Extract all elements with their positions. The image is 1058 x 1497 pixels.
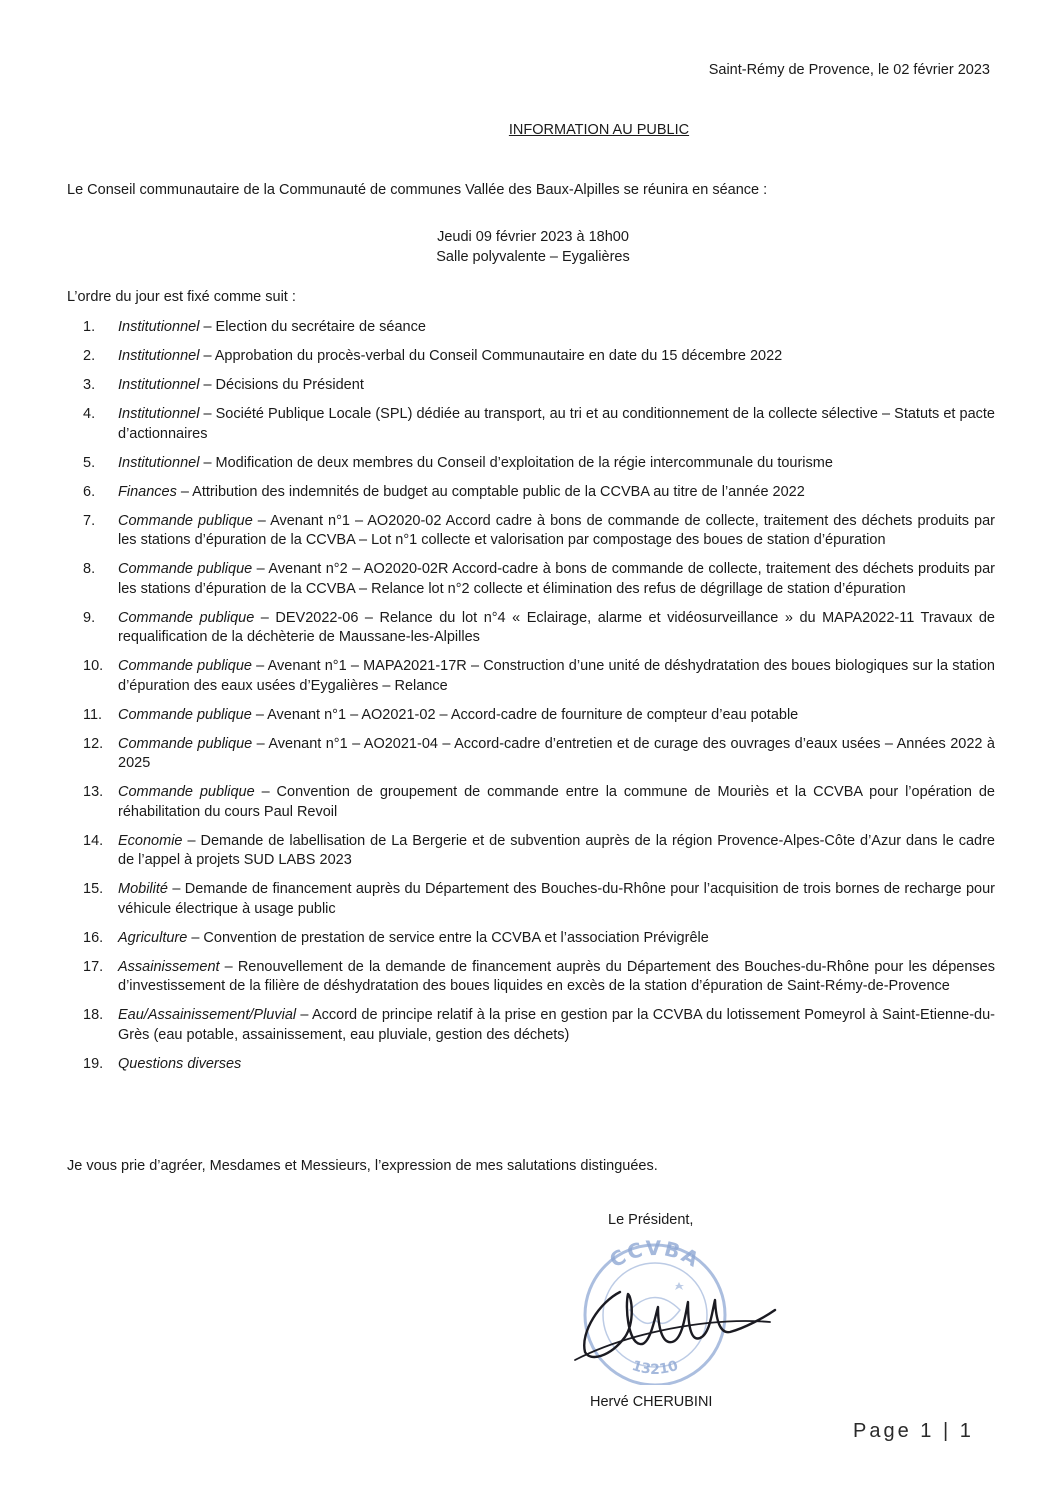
agenda-item-number: 12. <box>83 735 104 752</box>
agenda-item-text: – Accord de principe relatif à la prise en gestion par la CCVBA du lotissement Pomeyrol à Saint-Etienne-du-Grès (eau potable, assainissement, eau pluviale, gestion des déchets) <box>118 1007 995 1043</box>
agenda-item-category: Commande publique <box>118 658 252 674</box>
agenda-item-category: Mobilité <box>118 881 168 897</box>
meeting-datetime: Jeudi 09 février 2023 à 18h00 <box>437 229 629 245</box>
meeting-details <box>0 227 1058 267</box>
agenda-item <box>83 376 995 396</box>
agenda-item-category: Commande publique <box>118 735 253 752</box>
agenda-item-number: 2. <box>83 348 96 364</box>
agenda-item <box>83 929 995 949</box>
agenda-item-number: 4. <box>83 406 96 422</box>
agenda-item-text: – Modification de deux membres du Conseil d’exploitation de la régie intercommunale du tourisme <box>199 454 833 471</box>
agenda-item-text: – Société Publique Locale (SPL) dédiée au transport, au tri et au conditionnement de la collecte sélective – Statuts et pacte d’actionnaires <box>118 406 995 442</box>
agenda-item-text: – Avenant n°1 – AO2021-02 – Accord-cadre de fourniture de compteur d’eau potable <box>251 706 799 723</box>
agenda-item <box>83 347 995 367</box>
agenda-item-text: – Approbation du procès-verbal du Conseil Communautaire en date du 15 décembre 2022 <box>199 348 783 364</box>
agenda-item-text: – DEV2022-06 – Relance du lot n°4 « Eclairage, alarme et vidéosurveillance » du MAPA2022-11 Travaux de requalification de la déchèterie de Maussane-les-Alpilles <box>118 609 995 645</box>
agenda-item <box>83 609 995 648</box>
agenda-item-category: Economie <box>118 832 183 849</box>
agenda-item-number: 6. <box>83 483 96 500</box>
agenda-item-number: 3. <box>83 377 96 393</box>
agenda-item-text: – Election du secrétaire de séance <box>199 319 426 335</box>
page-number: Page 1 | 1 <box>853 1420 974 1442</box>
agenda-item-number: 1. <box>83 319 96 335</box>
agenda-item-text: – Décisions du Président <box>199 377 364 393</box>
agenda-item <box>83 512 995 551</box>
agenda-item-number: 17. <box>83 958 104 975</box>
agenda-item <box>83 783 995 822</box>
agenda-item-category: Questions diverses <box>118 1055 242 1072</box>
agenda-item-text: – Avenant n°1 – AO2020-02 Accord cadre à bons de commande de collecte, traitement des déchets produits par les stations d’épuration de la CCVBA – Lot n°1 collecte et valorisation par compostage des boues de station d’épuration <box>118 512 995 548</box>
signatory-name: Hervé CHERUBINI <box>590 1394 713 1410</box>
agenda-item-number: 19. <box>83 1055 104 1072</box>
agenda-item <box>83 454 995 474</box>
agenda-item-category: Institutionnel <box>118 454 200 471</box>
agenda-item <box>83 1055 995 1075</box>
agenda-item-number: 8. <box>83 561 96 577</box>
agenda-item-category: Eau/Assainissement/Pluvial <box>118 1007 297 1023</box>
agenda-item-category: Assainissement <box>118 958 220 975</box>
agenda-item-text: – Renouvellement de la demande de financement auprès du Département des Bouches-du-Rhône pour les dépenses d’investissement de la filière de déshydratation des boues liquides en excès de la station d’épuration de Saint-Rémy-de-Provence <box>118 958 995 994</box>
agenda-item <box>83 958 995 997</box>
agenda-item-text: – Demande de labellisation de La Bergerie et de subvention auprès de la région Provence-Alpes-Côte d’Azur dans le cadre de l’appel à projets SUD LABS 2023 <box>118 832 995 868</box>
closing-paragraph: Je vous prie d’agréer, Mesdames et Messieurs, l’expression de mes salutations distinguées. <box>67 1158 658 1174</box>
agenda-item-number: 14. <box>83 832 104 849</box>
agenda-item-number: 10. <box>83 658 104 674</box>
agenda-item-text: – Convention de prestation de service entre la CCVBA et l’association Prévigrêle <box>187 929 709 946</box>
agenda-item-number: 9. <box>83 609 96 626</box>
agenda-item-category: Commande publique <box>118 512 253 529</box>
agenda-item <box>83 318 995 338</box>
agenda-item-number: 11. <box>83 706 103 723</box>
agenda-item-category: Agriculture <box>118 929 188 946</box>
agenda-item-category: Commande publique <box>118 561 253 577</box>
agenda-item-category: Finances <box>118 483 177 500</box>
agenda-item-number: 15. <box>83 881 104 897</box>
agenda-item-number: 18. <box>83 1007 104 1023</box>
stamp-bottom-text: 13210 <box>629 1357 681 1378</box>
agenda-item <box>83 405 995 444</box>
agenda-item <box>83 1006 995 1045</box>
agenda-item-text: – Avenant n°1 – AO2021-04 – Accord-cadre d’entretien et de curage des ouvrages d’eaux usées – Années 2022 à 2025 <box>118 735 995 771</box>
agenda-item-text: – Attribution des indemnités de budget au comptable public de la CCVBA au titre de l’année 2022 <box>176 483 805 500</box>
agenda-item-category: Institutionnel <box>118 348 200 364</box>
agenda-item <box>83 657 995 696</box>
document-title: INFORMATION AU PUBLIC <box>508 122 690 138</box>
agenda-item-category: Commande publique <box>118 784 255 800</box>
agenda-item-category: Institutionnel <box>118 319 200 335</box>
agenda-item <box>83 560 995 599</box>
handwritten-signature <box>570 1262 780 1372</box>
agenda-item-category: Commande publique <box>118 706 252 723</box>
agenda-item <box>83 880 995 919</box>
agenda-item-category: Institutionnel <box>118 377 200 393</box>
stamp-top-text: CCVBA <box>605 1235 705 1273</box>
signatory-title: Le Président, <box>608 1212 694 1228</box>
meeting-location: Salle polyvalente – Eygalières <box>436 249 630 265</box>
agenda-list <box>83 318 995 1084</box>
date-line: Saint-Rémy de Provence, le 02 février 2023 <box>708 62 990 78</box>
agenda-item <box>83 832 995 871</box>
agenda-item-number: 5. <box>83 454 96 471</box>
agenda-item <box>83 483 995 503</box>
agenda-item-text: – Avenant n°2 – AO2020-02R Accord-cadre à bons de commande de collecte, traitement des déchets produits par les stations d’épuration de la CCVBA – Relance lot n°2 collecte et élimination des refus de dégrillage de station d’épuration <box>118 561 995 597</box>
agenda-item-number: 13. <box>83 784 104 800</box>
agenda-item-text: – Avenant n°1 – MAPA2021-17R – Construction d’une unité de déshydratation des boues biologiques sur la station d’épuration des eaux usées d’Eygalières – Relance <box>118 658 996 694</box>
intro-paragraph: Le Conseil communautaire de la Communauté de communes Vallée des Baux-Alpilles se réunira en séance : <box>67 182 768 198</box>
agenda-intro: L’ordre du jour est fixé comme suit : <box>67 289 296 305</box>
agenda-item-number: 16. <box>83 929 104 946</box>
agenda-item-category: Institutionnel <box>118 406 200 422</box>
agenda-item <box>83 735 995 774</box>
agenda-item-text: – Demande de financement auprès du Département des Bouches-du-Rhône pour l’acquisition de trois bornes de recharge pour véhicule électrique à usage public <box>118 881 995 917</box>
agenda-item <box>83 706 995 726</box>
agenda-item-category: Commande publique <box>118 609 255 626</box>
agenda-item-number: 7. <box>83 512 96 529</box>
agenda-item-text: – Convention de groupement de commande entre la commune de Mouriès et la CCVBA pour l’opération de réhabilitation du cours Paul Revoil <box>118 784 995 820</box>
